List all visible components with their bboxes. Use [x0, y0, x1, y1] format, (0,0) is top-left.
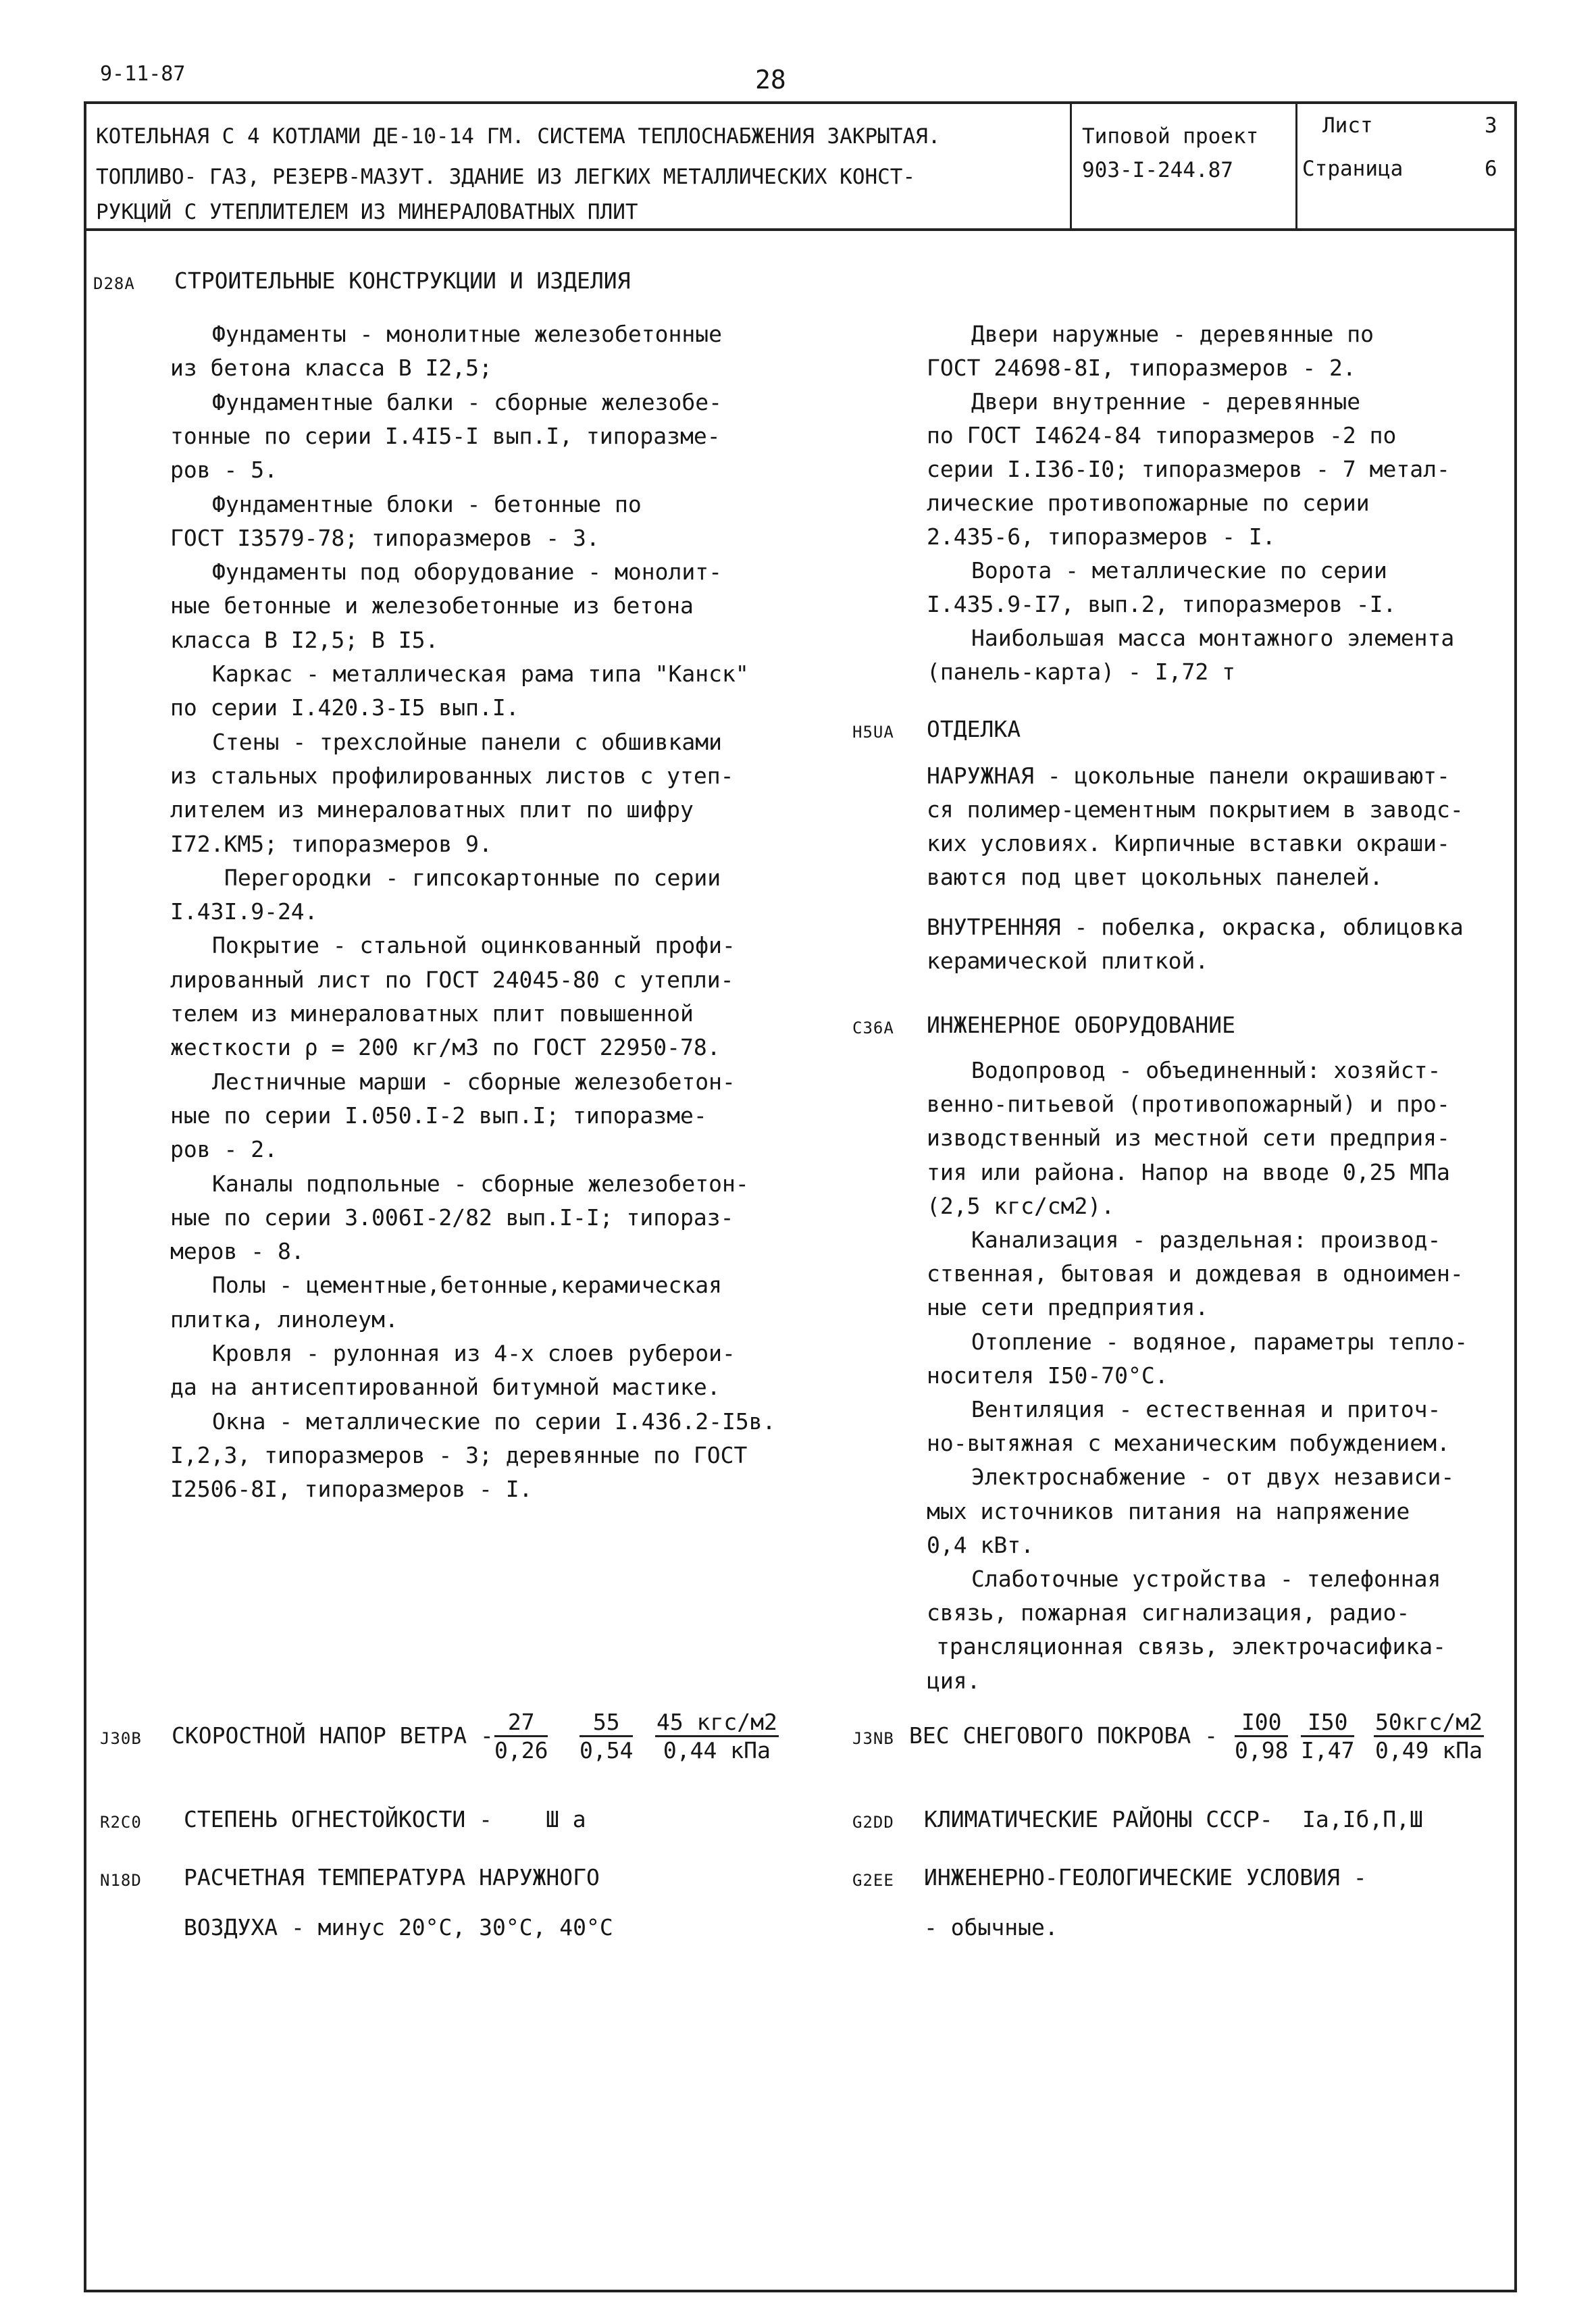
text-line: из стальных профилированных листов с утеп- [170, 762, 734, 789]
text-line: Полы - цементные,бетонные,керамическая [212, 1272, 722, 1299]
text-line: носителя I50-70°С. [927, 1362, 1168, 1389]
text-line: ция. [927, 1667, 981, 1694]
text-line: ные по серии I.050.I-2 вып.I; типоразме- [170, 1102, 707, 1129]
text-line: Перегородки - гипсокартонные по серии [224, 864, 721, 891]
text-line: I72.КМ5; типоразмеров 9. [170, 830, 492, 857]
snow-value-2: $\frac{I50}{I,47}$ [1301, 1709, 1355, 1764]
section-title-construction: СТРОИТЕЛЬНЫЕ КОНСТРУКЦИИ И ИЗДЕЛИЯ [174, 267, 631, 294]
text-line: НАРУЖНАЯ - цокольные панели окрашивают- [927, 763, 1450, 789]
text-line: лителем из минераловатных плит по шифру [170, 796, 694, 823]
text-line: из бетона класса В I2,5; [170, 355, 492, 382]
text-line: Каркас - металлическая рама типа "Канск" [212, 661, 749, 687]
text-line: Фундаменты под оборудование - монолит- [212, 559, 722, 586]
snow-label: ВЕС СНЕГОВОГО ПОКРОВА - [909, 1722, 1218, 1749]
text-line: Канализация - раздельная: производ- [971, 1227, 1441, 1253]
sheet-value: 3 [1485, 113, 1497, 138]
wind-value-1: $\frac{27}{0,26}$ [494, 1709, 548, 1764]
code-wind: J30B [100, 1729, 142, 1748]
title-block [84, 101, 1517, 231]
text-line: Вентиляция - естественная и приточ- [971, 1396, 1441, 1422]
text-line: I2506-8I, типоразмеров - I. [170, 1476, 533, 1503]
project-divider [1070, 104, 1072, 228]
code-temperature: N18D [100, 1871, 142, 1890]
snow-value-3: 50кгс/м2 0,49 кПа [1375, 1709, 1483, 1764]
text-line: ственная, бытовая и дождевая в одноимен- [927, 1260, 1464, 1287]
text-line: по ГОСТ I4624-84 типоразмеров -2 по [927, 422, 1397, 448]
text-line: Стены - трехслойные панели с обшивками [212, 728, 722, 755]
text-line: керамической плиткой. [927, 948, 1209, 974]
project-number: 903-I-244.87 [1082, 158, 1233, 182]
text-line: ные сети предприятия. [927, 1294, 1209, 1321]
text-line: I.43I.9-24. [170, 898, 318, 925]
sheet-divider [1295, 104, 1297, 228]
code-fire: R2C0 [100, 1813, 142, 1832]
code-climate: G2DD [852, 1813, 894, 1832]
temperature-line-1: РАСЧЕТНАЯ ТЕМПЕРАТУРА НАРУЖНОГО [184, 1864, 600, 1891]
text-line: Фундаментные блоки - бетонные по [212, 490, 642, 517]
text-line: да на антисептированной битумной мастике. [170, 1374, 721, 1401]
climate-value: Iа,Iб,П,Ш [1302, 1806, 1423, 1832]
geology-line-2: - обычные. [924, 1914, 1058, 1940]
text-line: ких условиях. Кирпичные вставки окраши- [927, 830, 1450, 856]
text-line: лированный лист по ГОСТ 24045-80 с утепли- [170, 966, 734, 993]
project-label: Типовой проект [1082, 124, 1259, 149]
text-line: класса В I2,5; В I5. [170, 626, 439, 653]
text-line: Ворота - металлические по серии [971, 557, 1387, 584]
text-line: изводственный из местной сети предприя- [927, 1125, 1450, 1152]
text-line: венно-питьевой (противопожарный) и про- [927, 1091, 1450, 1118]
text-line: мых источников питания на напряжение [927, 1497, 1410, 1524]
text-line: лические противопожарные по серии [927, 490, 1370, 516]
text-line: плитка, линолеум. [170, 1306, 398, 1333]
text-line: Фундаментные балки - сборные железобе- [212, 388, 722, 415]
text-line: I,2,3, типоразмеров - 3; деревянные по ГОСТ [170, 1441, 748, 1468]
text-line: 2.435-6, типоразмеров - I. [927, 523, 1276, 550]
text-line: Окна - металлические по серии I.436.2-I5в. [212, 1408, 776, 1435]
text-line: ГОСТ 24698-8I, типоразмеров - 2. [927, 355, 1356, 381]
temperature-line-2: ВОЗДУХА - минус 20°С, 30°С, 40°С [184, 1914, 613, 1940]
title-line-3: РУКЦИЙ С УТЕПЛИТЕЛЕМ ИЗ МИНЕРАЛОВАТНЫХ ПЛИТ [96, 200, 638, 224]
text-line: ров - 2. [170, 1136, 278, 1163]
text-line: (2,5 кгс/см2). [927, 1192, 1115, 1219]
title-line-2: ТОПЛИВО- ГАЗ, РЕЗЕРВ-МАЗУТ. ЗДАНИЕ ИЗ ЛЕГКИХ МЕТАЛЛИЧЕСКИХ КОНСТ- [96, 165, 916, 189]
fire-value: Ш а [546, 1806, 586, 1832]
wind-label: СКОРОСТНОЙ НАПОР ВЕТРА - [172, 1722, 494, 1749]
text-line: ные по серии 3.006I-2/82 вып.I-I; типораз- [170, 1204, 734, 1231]
climate-label: КЛИМАТИЧЕСКИЕ РАЙОНЫ СССР- [924, 1806, 1273, 1832]
text-line: Наибольшая масса монтажного элемента [971, 625, 1455, 651]
section-title-engineering: ИНЖЕНЕРНОЕ ОБОРУДОВАНИЕ [927, 1012, 1235, 1038]
text-line: Покрытие - стальной оцинкованный профи- [212, 932, 736, 959]
section-code-engineering: C36A [852, 1019, 894, 1037]
text-line: Лестничные марши - сборные железобетон- [212, 1068, 736, 1095]
text-line: Двери наружные - деревянные по [971, 321, 1374, 347]
text-line: 0,4 кВт. [927, 1531, 1034, 1558]
text-line: ров - 5. [170, 457, 278, 484]
text-line: (панель-карта) - I,72 т [927, 659, 1235, 685]
section-title-finishing: ОТДЕЛКА [927, 716, 1021, 742]
document-code: 9-11-87 [100, 62, 186, 86]
title-line-1: КОТЕЛЬНАЯ С 4 КОТЛАМИ ДЕ-10-14 ГМ. СИСТЕМА ТЕПЛОСНАБЖЕНИЯ ЗАКРЫТАЯ. [96, 124, 941, 149]
text-line: жесткости ρ = 200 кг/м3 по ГОСТ 22950-78. [170, 1034, 721, 1061]
text-line: Водопровод - объединенный: хозяйст- [971, 1057, 1441, 1083]
text-line: Кровля - рулонная из 4-х слоев руберои- [212, 1340, 736, 1366]
page-number: 28 [755, 65, 786, 95]
sheet-label: Лист [1322, 113, 1373, 138]
text-line: по серии I.420.3-I5 вып.I. [170, 694, 519, 721]
section-code-finishing: H5UA [852, 723, 894, 742]
snow-value-1: $\frac{I00}{0,98}$ [1235, 1709, 1289, 1764]
text-line: ГОСТ I3579-78; типоразмеров - 3. [170, 524, 600, 551]
text-line: Каналы подпольные - сборные железобетон- [212, 1170, 749, 1197]
text-line: меров - 8. [170, 1238, 305, 1265]
text-line: ваются под цвет цокольных панелей. [927, 864, 1383, 890]
code-geology: G2EE [852, 1871, 894, 1890]
text-line: трансляционная связь, электрочасифика- [936, 1633, 1446, 1660]
text-line: тонные по серии I.4I5-I вып.I, типоразме- [170, 422, 721, 449]
wind-value-2: $\frac{55}{0,54}$ [580, 1709, 634, 1764]
text-line: ся полимер-цементным покрытием в заводс- [927, 796, 1464, 823]
text-line: I.435.9-I7, вып.2, типоразмеров -I. [927, 591, 1397, 617]
text-line: серии I.I36-I0; типоразмеров - 7 метал- [927, 456, 1450, 482]
text-line: но-вытяжная с механическим побуждением. [927, 1430, 1450, 1457]
text-line: Двери внутренние - деревянные [971, 388, 1361, 415]
wind-value-3: 45 кгс/м2 0,44 кПа [657, 1709, 777, 1764]
code-snow: J3NB [852, 1729, 894, 1748]
text-line: телем из минераловатных плит повышенной [170, 1000, 694, 1027]
text-line: Отопление - водяное, параметры тепло- [971, 1328, 1468, 1355]
text-line: ные бетонные и железобетонные из бетона [170, 592, 694, 619]
text-line: Фундаменты - монолитные железобетонные [212, 321, 722, 347]
fire-label: СТЕПЕНЬ ОГНЕСТОЙКОСТИ - [184, 1806, 492, 1832]
text-line: тия или района. Напор на вводе 0,25 МПа [927, 1158, 1450, 1185]
section-code-construction: D28A [93, 274, 135, 293]
geology-line-1: ИНЖЕНЕРНО-ГЕОЛОГИЧЕСКИЕ УСЛОВИЯ - [924, 1864, 1367, 1891]
text-line: Электроснабжение - от двух независи- [971, 1464, 1455, 1491]
text-line: ВНУТРЕННЯЯ - побелка, окраска, облицовка [927, 914, 1464, 940]
page-label: Страница [1302, 157, 1404, 181]
page-value: 6 [1485, 157, 1497, 181]
text-line: связь, пожарная сигнализация, радио- [927, 1599, 1410, 1626]
text-line: Слаботочные устройства - телефонная [971, 1566, 1441, 1592]
